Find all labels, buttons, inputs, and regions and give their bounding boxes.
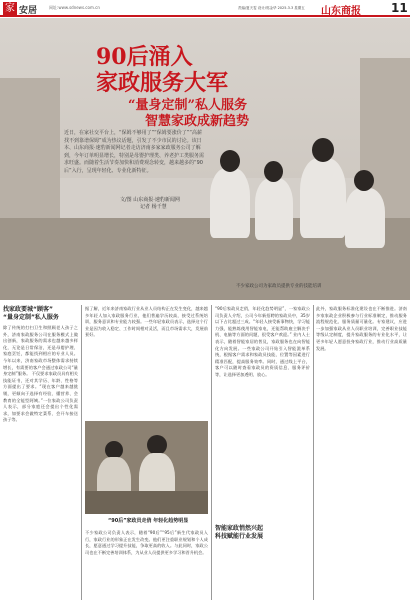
headline-line2: 家政服务大军 [96,70,229,96]
page-header [0,0,410,17]
subheadline-line2: 智慧家政成新趋势 [145,114,250,129]
section-heading-1 [3,306,59,322]
website-url: 网址:www.sdnews.com.cn [49,5,100,10]
article-text-6: 业内人士表示，随着智能家居的普及，家政服务也在向智能化方向发展。一些家政公司开始引入智能派单系统，根据客户需求和家政员技能、位置等因素进行精准匹配，提高服务效率。同时，通过线上平台，客户可以随时查看家政员的资质信息、服务评价等，让选择更加透明、放心。 [215,332,310,377]
article-text-5: “90后家政员走俏，年轻化趋势明显”，一家家政公司负责人介绍，公司今年新招聘的家政员中，35岁以下占比超过三成。“年轻人接受新事物快，学习能力强，能熟练使用智能家电，还能帮助雇主解决手机、电脑等方面的问题，很受客户欢迎。” [215,306,310,338]
byline [120,197,180,211]
page-number: 11 [391,1,408,15]
newspaper-name: 山东商报 [321,6,361,17]
photo-worker [300,158,346,238]
article-column-4 [316,306,407,600]
section-heading-2-line1: 智能家政悄然兴起 [215,525,264,532]
column-divider [211,305,212,600]
column-divider [81,305,82,600]
section-heading-2 [215,525,263,541]
section-badge: 家 [5,3,15,14]
article-text-2: 不仅要求家政员具有相关技能证书，还对其学历、年龄、性格等方面提出了要求。“现在客户越来越挑剔，更倾向于选择有经验、懂营养、会教育的全能型阿姨。”一位家政公司负责人表示，部分家庭还会提出个性化需求，如要求会做特定菜系、会开车接送孩子等。 [3,371,78,423]
article-text-4: 不少家政公司负责人表示，随着“90后”“95后”新生代家政员入行，家政行业的形象正在发生改变。他们更注重职业规划和个人成长，愿意通过学习提升技能，争取更高的收入。与此同时，家政公司也在不断完善培训体系，为从业人员提供更多学习和晋升机会。 [85,530,208,555]
section-heading-1-line1: 找家政要城“顾客” [3,306,53,313]
photo-person-head [147,435,167,455]
photo-worker [345,188,385,248]
training-photo [85,421,208,514]
byline-reporter: 记者 杨千慧 [140,204,167,210]
lead-paragraph: 近日，在家社交平台上，“保姆不够用了”“保姆要涨价了”“高薪找不到靠谱保姆”成为热议话题，引发了不少市民的讨论。该日本、山东商报·速豹新闻网记者走访济南多家家政服务公司了解到，今年订单明显增长，特别是母婴护理类、养老护工类服务需求旺盛。而随着生活节奏加快和消费观念转变，越来越多的“90后”入行，呈现年轻化、专业化新特征。 [64,130,205,174]
article-text-1: 除了传统的打扫卫生和照顾老人孩子之外，济南家政服务公司在服务模式上做出创新，家政服务的需求也越来越多样化，无论是日常保洁，还是母婴护理、家庭烹饪，都能找到相应的专业人员。今年以来，济南家政市场整体需求持续增长，有需要的客户会通过家政公司“量身定制”服务。 [3,325,78,377]
editor-credits: 责编/夏天雯 设计/郭金华 2025.3.3 星期五 [238,6,305,10]
section-name: 安居 [19,6,38,16]
photo-worker-head [220,150,240,172]
photo-cabinet [0,78,60,218]
hero-photo [0,18,410,300]
article-column-1 [3,325,78,600]
photo-worker [255,178,293,240]
photo-worker-head [312,138,334,162]
column-divider [313,305,314,600]
photo-worker [210,168,250,238]
article-column-2b [85,530,208,600]
hero-caption: 不少家政公司为家政员提供专业的技能培训 [236,284,322,289]
section-heading-1-line2: “量身定制”私人服务 [3,314,59,321]
training-photo-caption: “90后”家政员走俏 年轻化趋势明显 [108,518,189,524]
article-column-2 [85,306,208,418]
photo-worker-head [354,170,374,191]
section-heading-2-line2: 科技赋能行业发展 [215,533,264,540]
headline-line1: 90后涌入 [96,44,193,70]
article-text-3: 据了解，近年来济南家政行业从业人员结构正在发生变化，越来越多年轻人加入家政服务行业，他们普遍学历较高，接受过系统培训，服务意识和专业能力较强。一些年轻家政员表示，选择这个行业是因为收入稳定、工作时间相对灵活，而且市场需求大，发展前景好。 [85,306,208,338]
subheadline-line1: “量身定制”私人服务 [128,98,247,113]
article-column-3 [215,306,310,520]
photo-table [85,491,208,514]
byline-source: 文/图 山东商报·速豹新闻网 [120,197,180,203]
article-text-7: 此外，家政服务标准化建设也在不断推进。济南多家家政企业积极参与行业标准制定，推动服务流程规范化、服务质量可量化。专家建议，应进一步加强家政从业人员职业培训，完善职业技能等级认定制度，提升家政服务的专业化水平，让更多年轻人愿意投身家政行业，推动行业高质量发展。 [316,306,407,351]
photo-worker-head [264,161,283,182]
